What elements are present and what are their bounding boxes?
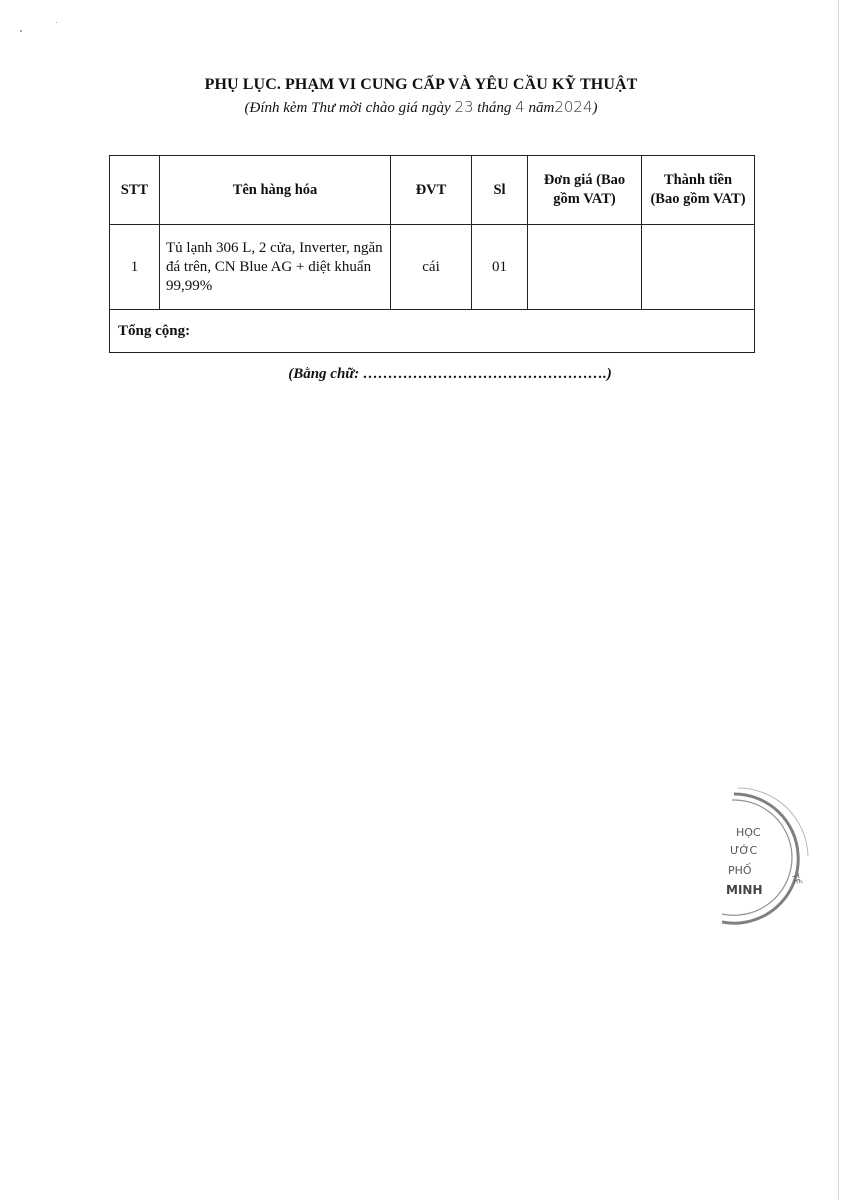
document-subtitle	[0, 98, 842, 117]
goods-table	[109, 155, 755, 353]
header-name: Tên hàng hóa	[160, 156, 391, 225]
scan-speck	[20, 30, 22, 32]
header-amount: Thành tiền (Bao gồm VAT)	[642, 156, 755, 225]
table-row	[110, 225, 755, 310]
table-header-row	[110, 156, 755, 225]
header-stt: STT	[110, 156, 160, 225]
seal-text: PHỐ	[728, 864, 752, 877]
document-title: PHỤ LỤC. PHẠM VI CUNG CẤP VÀ YÊU CẦU KỸ THUẬT	[204, 76, 638, 93]
cell-unit-price	[528, 225, 642, 310]
subtitle-month: 4	[515, 98, 525, 116]
subtitle-year-label: năm	[528, 100, 555, 116]
subtitle-month-label: tháng	[477, 100, 512, 116]
subtitle-year: 2024	[554, 98, 593, 116]
amount-in-words	[0, 366, 842, 383]
header-qty: Sl	[472, 156, 528, 225]
cell-amount	[642, 225, 755, 310]
cell-unit: cái	[391, 225, 472, 310]
scan-speck	[56, 22, 57, 23]
subtitle-day: 23	[454, 98, 474, 116]
cell-qty: 01	[472, 225, 528, 310]
seal-text: ƯỚC	[730, 844, 758, 857]
total-label: Tổng cộng:	[110, 310, 755, 353]
in-words-close: )	[606, 366, 612, 382]
total-row	[110, 310, 755, 353]
header-unit-price: Đơn giá (Bao gồm VAT)	[528, 156, 642, 225]
seal-text: TẾ	[789, 872, 801, 886]
page-edge	[838, 0, 839, 1200]
header-unit: ĐVT	[391, 156, 472, 225]
in-words-label: (Bằng chữ:	[288, 366, 360, 382]
cell-name: Tủ lạnh 306 L, 2 cửa, Inverter, ngăn đá trên, CN Blue AG + diệt khuẩn 99,99%	[160, 225, 391, 310]
cell-stt: 1	[110, 225, 160, 310]
subtitle-suffix: )	[592, 100, 598, 116]
stamp-seal	[712, 784, 812, 934]
in-words-dots: ………………………………………….	[363, 366, 607, 382]
seal-text: HỌC	[736, 826, 761, 839]
seal-text: MINH	[726, 883, 763, 897]
subtitle-prefix: (Đính kèm Thư mời chào giá ngày	[244, 100, 451, 116]
